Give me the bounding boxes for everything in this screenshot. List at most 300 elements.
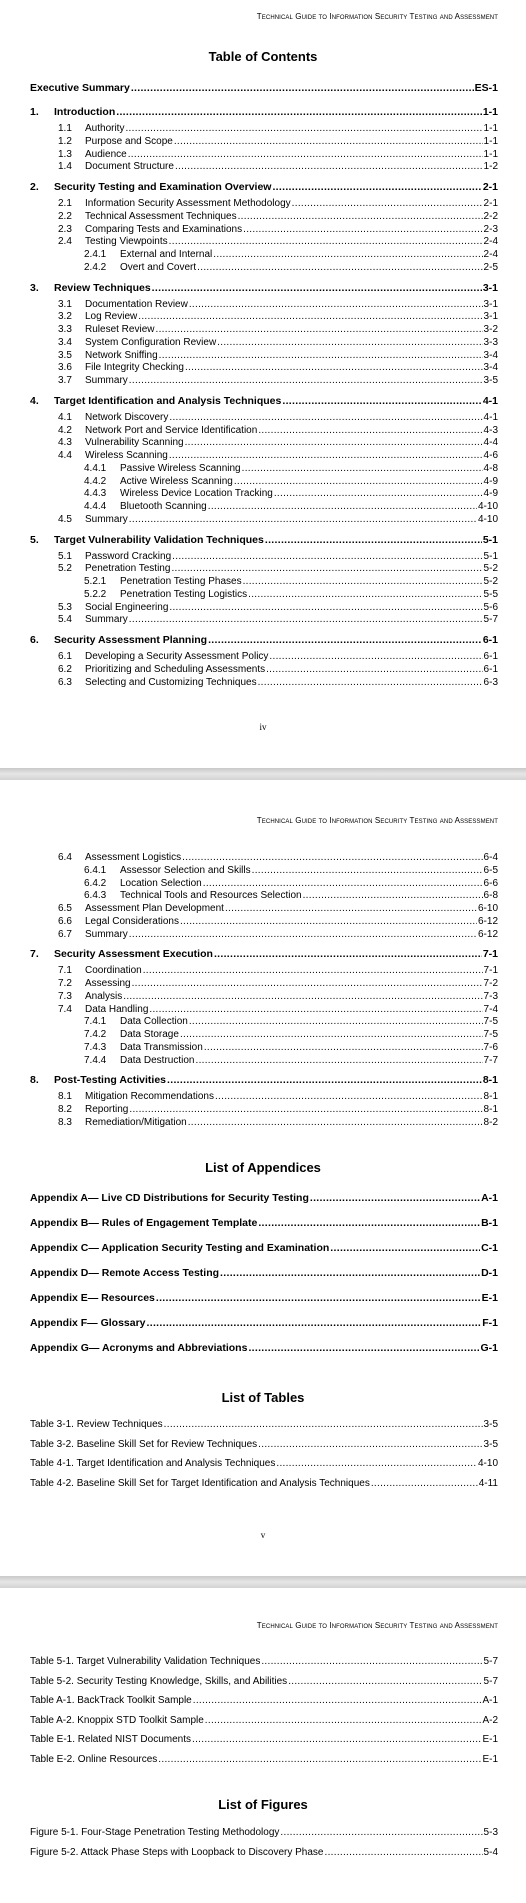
document-page-vi: [0, 1588, 526, 1903]
table-entry: [30, 1439, 498, 1451]
toc-entry-page: 6-1: [483, 663, 498, 675]
toc-entry-page: 5-1: [483, 550, 498, 562]
toc-entry: [58, 929, 498, 941]
toc-entry-number: 2.2: [58, 210, 72, 222]
dot-leader: [169, 236, 483, 248]
toc-entry-page: 5-6: [483, 601, 498, 613]
dot-leader: [129, 614, 483, 626]
toc-entry-number: 6.4.1: [84, 864, 107, 876]
appendix-entry-page: D-1: [481, 1267, 498, 1279]
table-entry-title: Table 4-2. Baseline Skill Set for Target Identification and Analysis Techniques: [30, 1477, 370, 1489]
toc-entry-number: 4.3: [58, 437, 72, 449]
toc-entry: [58, 1091, 498, 1103]
dot-leader: [129, 514, 477, 526]
dot-leader: [147, 1317, 482, 1329]
toc-entry-number: 7.4.4: [84, 1054, 107, 1066]
dot-leader: [258, 425, 482, 437]
table-entry-title: Table 5-1. Target Vulnerability Validation Techniques: [30, 1656, 261, 1667]
dot-leader: [129, 375, 483, 387]
dot-leader: [242, 463, 483, 475]
table-entry: [30, 1734, 498, 1746]
figure-entry: [30, 1827, 498, 1839]
toc-entry: [84, 476, 498, 488]
table-entry-page: A-1: [482, 1695, 498, 1706]
toc-entry-number: 2.3: [58, 223, 72, 235]
appendix-entry: [30, 1342, 498, 1354]
toc-entry-title: Passive Wireless Scanning: [120, 462, 241, 474]
dot-leader: [159, 350, 483, 362]
toc-entry-title: File Integrity Checking: [85, 362, 184, 374]
appendix-entry-page: G-1: [480, 1342, 498, 1354]
dot-leader: [132, 978, 483, 990]
toc-entry-title: Coordination: [85, 965, 142, 977]
toc-entry-page: 4-9: [483, 488, 498, 500]
table-entry-page: 3-5: [483, 1438, 498, 1450]
dot-leader: [258, 1439, 482, 1451]
toc-entry: [84, 890, 498, 902]
toc-entry-number: 3.2: [58, 311, 72, 323]
toc-entry-page: 7-5: [483, 1016, 498, 1028]
table-entry-page: A-2: [482, 1714, 498, 1726]
dot-leader: [169, 412, 482, 424]
toc-entry-title: Bluetooth Scanning: [120, 501, 207, 512]
toc-entry: [30, 181, 498, 193]
dot-leader: [205, 1715, 482, 1727]
toc-entry-number: 4.4.4: [84, 501, 107, 512]
toc-entry-number: 6.2: [58, 663, 72, 675]
toc-entry: [58, 450, 498, 462]
toc-entry-title: Data Handling: [85, 1003, 149, 1015]
toc-entry-number: 7.4.2: [84, 1029, 107, 1040]
dot-leader: [129, 929, 477, 941]
toc-entry-page: 6-6: [483, 877, 498, 889]
toc-entry-page: 1-1: [482, 106, 498, 118]
toc-entry-title: Assessment Logistics: [85, 852, 182, 863]
toc-entry-page: 3-4: [483, 362, 498, 374]
appendix-entry-title: Appendix D— Remote Access Testing: [30, 1267, 220, 1279]
toc-entry-page: 4-6: [483, 450, 498, 461]
toc-entry-page: 6-8: [483, 890, 498, 902]
toc-entry: [84, 463, 498, 475]
dot-leader: [197, 262, 482, 274]
toc-entry-number: 3.1: [58, 298, 72, 310]
dot-leader: [185, 362, 483, 374]
toc-entry-number: 2.: [30, 181, 39, 193]
dot-leader: [188, 1117, 483, 1129]
toc-entry-number: 3.4: [58, 336, 72, 348]
toc-entry-title: Target Identification and Analysis Techniques: [54, 394, 282, 407]
toc-entry-page: 7-2: [483, 978, 498, 989]
toc-entry-number: 7.2: [58, 978, 72, 989]
toc-entry: [30, 82, 498, 94]
toc-entry-title: Network Port and Service Identification: [85, 424, 258, 436]
toc-entry-number: 4.4.2: [84, 475, 107, 487]
toc-entry-title: Overt and Covert: [120, 261, 197, 273]
document-page-iv: [0, 0, 526, 768]
toc-entry: [30, 948, 498, 960]
toc-entry-page: 6-12: [477, 928, 498, 940]
toc-entry-title: Data Collection: [120, 1016, 188, 1028]
toc-entry: [84, 1055, 498, 1067]
toc-entry: [58, 991, 498, 1003]
toc-entry: [58, 563, 498, 575]
toc-entry-page: 4-1: [483, 411, 498, 423]
appendix-entry-title: Appendix A— Live CD Distributions for Security Testing: [30, 1192, 309, 1204]
toc-entry-title: Wireless Device Location Tracking: [120, 488, 273, 500]
toc-entry-number: 6.4.3: [84, 890, 107, 902]
toc-entry-number: 1.2: [58, 135, 72, 147]
toc-entry-title: Technical Assessment Techniques: [85, 210, 237, 222]
table-entry-title: Table E-2. Online Resources: [30, 1753, 158, 1765]
toc-entry-number: 4.4.3: [84, 488, 107, 500]
table-entry-title: Table 3-2. Baseline Skill Set for Review Techniques: [30, 1438, 258, 1450]
toc-entry-title: Penetration Testing Logistics: [120, 588, 248, 600]
dot-leader: [125, 123, 482, 135]
appendix-entry-page: A-1: [481, 1192, 498, 1204]
dot-leader: [203, 878, 483, 890]
dot-leader: [192, 1734, 481, 1746]
toc-entry-page: 5-2: [483, 563, 498, 575]
toc-entry-number: 5.4: [58, 614, 72, 626]
toc-entry: [58, 1104, 498, 1116]
dot-leader: [325, 1847, 483, 1859]
dot-leader: [131, 82, 474, 94]
toc-entry-page: 7-1: [483, 965, 498, 977]
appendix-entry-title: Appendix B— Rules of Engagement Template: [30, 1217, 258, 1229]
toc-entry-title: Target Vulnerability Validation Techniques: [54, 533, 264, 546]
toc-entry-page: 2-1: [483, 198, 498, 209]
toc-entry-page: 4-10: [477, 501, 498, 512]
page-number: iv: [259, 722, 267, 732]
dot-leader: [234, 476, 483, 488]
dot-leader: [180, 916, 477, 928]
toc-entry-number: 6.3: [58, 676, 72, 688]
toc-entry: [58, 324, 498, 336]
appendix-entry-page: B-1: [481, 1217, 498, 1229]
toc-entry-number: 3.3: [58, 324, 72, 335]
toc-entry: [84, 1016, 498, 1028]
toc-entry-number: 4.4.1: [84, 462, 107, 474]
toc-entry-page: 6-5: [483, 864, 498, 876]
table-entry-page: 5-7: [483, 1656, 498, 1667]
toc-entry-page: 3-1: [483, 298, 498, 310]
toc-entry: [58, 149, 498, 161]
toc-entry-title: Selecting and Customizing Techniques: [85, 676, 257, 688]
table-entry-page: E-1: [482, 1753, 498, 1765]
appendix-entry-title: Appendix E— Resources: [30, 1292, 155, 1304]
toc-entry-title: Social Engineering: [85, 601, 169, 613]
toc-entry: [58, 1117, 498, 1129]
toc-entry-page: ES-1: [474, 82, 498, 94]
toc-entry: [58, 916, 498, 928]
toc-entry-title: Legal Considerations: [85, 915, 179, 927]
running-header: Technical Guide to Information Security Testing and Assessment: [256, 816, 498, 825]
toc-entry-page: 8-1: [482, 1074, 498, 1087]
toc-entry-page: 7-7: [483, 1054, 498, 1066]
toc-entry-number: 8.: [30, 1074, 39, 1087]
table-entry-page: E-1: [482, 1734, 498, 1745]
toc-entry-title: Summary: [85, 928, 128, 940]
toc-entry-number: 6.7: [58, 928, 72, 940]
dot-leader: [169, 450, 483, 462]
dot-leader: [123, 991, 482, 1003]
toc-entry-page: 3-4: [483, 349, 498, 361]
toc-entry-number: 5.1: [58, 550, 72, 562]
dot-leader: [169, 602, 482, 614]
dot-leader: [189, 1016, 483, 1028]
toc-entry-number: 6.4: [58, 852, 72, 863]
toc-entry-title: Document Structure: [85, 161, 174, 173]
table-entry: [30, 1478, 498, 1490]
toc-entry-number: 5.2.2: [84, 588, 107, 600]
dot-leader: [330, 1242, 480, 1254]
dot-leader: [167, 1074, 482, 1086]
toc-entry-page: 6-4: [483, 852, 498, 863]
table-entry-page: 3-5: [483, 1419, 498, 1430]
dot-leader: [158, 1754, 481, 1766]
running-header: Technical Guide to Information Security Testing and Assessment: [256, 1621, 498, 1630]
toc-entry-title: Vulnerability Scanning: [85, 437, 184, 449]
toc-entry: [58, 311, 498, 323]
dot-leader: [208, 501, 477, 513]
toc-entry-title: Assessing: [85, 978, 131, 989]
toc-entry: [84, 1042, 498, 1054]
toc-entry-page: 7-5: [483, 1029, 498, 1040]
toc-entry-title: Data Storage: [120, 1029, 179, 1040]
dot-leader: [243, 224, 482, 236]
toc-entry-page: 4-9: [483, 475, 498, 487]
dot-leader: [292, 198, 483, 210]
toc-entry-page: 8-2: [483, 1116, 498, 1128]
toc-entry-number: 4.5: [58, 513, 72, 525]
toc-entry-title: Wireless Scanning: [85, 450, 168, 461]
toc-entry: [58, 299, 498, 311]
toc-entry: [58, 224, 498, 236]
toc-entry: [58, 614, 498, 626]
toc-entry: [58, 1004, 498, 1016]
dot-leader: [172, 551, 482, 563]
toc-entry-number: 5.2.1: [84, 576, 107, 587]
toc-entry: [30, 282, 498, 294]
toc-entry-number: 8.1: [58, 1091, 72, 1103]
appendix-entry: [30, 1242, 498, 1254]
dot-leader: [266, 664, 482, 676]
toc-entry-title: Post-Testing Activities: [54, 1074, 167, 1087]
toc-entry: [58, 236, 498, 248]
toc-entry-title: Location Selection: [120, 877, 202, 889]
dot-leader: [174, 136, 483, 148]
toc-entry: [84, 589, 498, 601]
appendix-entry: [30, 1192, 498, 1204]
toc-entry-number: 7.4: [58, 1003, 72, 1015]
toc-entry-number: 5.3: [58, 601, 72, 613]
toc-entry: [30, 1074, 498, 1086]
toc-entry: [58, 412, 498, 424]
toc-entry-number: 2.4.2: [84, 261, 107, 273]
toc-entry-page: 3-1: [482, 281, 498, 294]
dot-leader: [195, 1055, 482, 1067]
dot-leader: [185, 437, 483, 449]
tables-title: List of Tables: [221, 1390, 305, 1405]
toc-entry-title: Network Sniffing: [85, 349, 158, 361]
appendix-entry-title: Appendix C— Application Security Testing and Examination: [30, 1242, 330, 1254]
appendix-entry-page: F-1: [482, 1317, 498, 1329]
table-entry-title: Table E-1. Related NIST Documents: [30, 1734, 192, 1745]
toc-entry-title: Password Cracking: [85, 550, 172, 562]
toc-entry-title: Penetration Testing: [85, 563, 171, 575]
table-entry-title: Table 3-1. Review Techniques: [30, 1419, 163, 1430]
figure-entry: [30, 1847, 498, 1859]
toc-entry-title: Documentation Review: [85, 298, 188, 310]
dot-leader: [156, 1292, 481, 1304]
dot-leader: [288, 1676, 482, 1688]
dot-leader: [213, 249, 482, 261]
toc-entry: [58, 664, 498, 676]
appendices-title: List of Appendices: [205, 1160, 321, 1175]
toc-entry-page: 6-1: [482, 634, 498, 646]
dot-leader: [164, 1419, 483, 1431]
table-entry-page: 4-11: [478, 1477, 498, 1489]
toc-entry-page: 7-6: [483, 1041, 498, 1053]
dot-leader: [248, 1342, 479, 1354]
table-entry: [30, 1458, 498, 1470]
toc-entry-title: Executive Summary: [30, 82, 130, 94]
toc-entry: [58, 136, 498, 148]
dot-leader: [143, 965, 483, 977]
toc-entry-page: 4-1: [482, 394, 498, 407]
toc-entry-title: Assessment Plan Development: [85, 903, 224, 914]
toc-entry-number: 6.5: [58, 903, 72, 914]
toc-entry-title: Summary: [85, 375, 128, 386]
dot-leader: [248, 589, 482, 601]
toc-entry-number: 3.: [30, 281, 39, 294]
toc-entry-title: Prioritizing and Scheduling Assessments: [85, 663, 266, 675]
dot-leader: [204, 1042, 483, 1054]
toc-entry-page: 4-3: [483, 424, 498, 436]
dot-leader: [149, 1004, 482, 1016]
dot-leader: [189, 299, 483, 311]
toc-entry-title: System Configuration Review: [85, 336, 217, 348]
toc-entry-number: 3.7: [58, 375, 72, 386]
toc-entry: [84, 1029, 498, 1041]
page-separator: [0, 768, 526, 780]
dot-leader: [272, 181, 481, 193]
toc-entry: [58, 362, 498, 374]
dot-leader: [225, 903, 477, 915]
toc-entry-number: 7.3: [58, 990, 72, 1002]
dot-leader: [208, 634, 482, 646]
page-separator: [0, 1576, 526, 1588]
toc-entry-number: 7.4.1: [84, 1016, 107, 1028]
toc-entry-page: 1-1: [483, 148, 498, 160]
dot-leader: [280, 1827, 482, 1839]
toc-entry-title: External and Internal: [120, 249, 213, 260]
toc-entry: [58, 350, 498, 362]
toc-entry-number: 6.: [30, 634, 39, 646]
toc-entry-number: 6.4.2: [84, 877, 107, 889]
toc-entry-page: 7-4: [483, 1003, 498, 1015]
dot-leader: [261, 1656, 482, 1668]
toc-entry: [58, 161, 498, 173]
appendix-entry-title: Appendix F— Glossary: [30, 1317, 146, 1329]
toc-entry-page: 3-2: [483, 324, 498, 335]
dot-leader: [128, 149, 483, 161]
dot-leader: [175, 161, 483, 173]
toc-entry-number: 1.3: [58, 148, 72, 160]
toc-entry-number: 4.1: [58, 411, 72, 423]
toc-entry-title: Purpose and Scope: [85, 135, 173, 147]
toc-entry: [84, 262, 498, 274]
toc-entry: [58, 602, 498, 614]
dot-leader: [171, 563, 482, 575]
toc-entry: [58, 903, 498, 915]
toc-entry-page: 5-2: [483, 576, 498, 587]
toc-entry-title: Security Assessment Planning: [54, 634, 208, 646]
toc-entry-page: 5-1: [482, 533, 498, 546]
toc-entry: [58, 211, 498, 223]
toc-entry-page: 6-3: [483, 676, 498, 688]
toc-entry: [58, 123, 498, 135]
figure-entry-title: Figure 5-1. Four-Stage Penetration Testing Methodology: [30, 1827, 280, 1838]
dot-leader: [116, 106, 482, 118]
table-entry-title: Table A-2. Knoppix STD Toolkit Sample: [30, 1714, 204, 1726]
toc-entry-number: 1.4: [58, 161, 72, 173]
toc-entry-page: 7-1: [482, 948, 498, 961]
appendix-entry-page: E-1: [481, 1292, 498, 1304]
toc-entry: [84, 249, 498, 261]
toc-entry: [58, 551, 498, 563]
toc-entry-number: 1.1: [58, 123, 72, 134]
toc-entry-title: Analysis: [85, 990, 123, 1002]
toc-entry-page: 3-5: [483, 375, 498, 386]
toc-entry: [58, 651, 498, 663]
toc-entry-page: 4-8: [483, 462, 498, 474]
toc-entry-number: 6.6: [58, 915, 72, 927]
toc-entry: [58, 337, 498, 349]
dot-leader: [138, 311, 482, 323]
toc-entry-page: 5-7: [483, 614, 498, 626]
toc-entry: [58, 425, 498, 437]
toc-entry-number: 5.: [30, 533, 39, 546]
dot-leader: [258, 1217, 480, 1229]
toc-entry-title: Penetration Testing Phases: [120, 576, 242, 587]
toc-entry-number: 3.5: [58, 349, 72, 361]
figures-title: List of Figures: [218, 1797, 308, 1812]
dot-leader: [220, 1267, 480, 1279]
toc-entry-number: 4.4: [58, 450, 72, 461]
toc-entry-title: Ruleset Review: [85, 324, 155, 335]
toc-entry: [58, 852, 498, 864]
toc-entry-page: 2-2: [483, 210, 498, 222]
dot-leader: [182, 852, 482, 864]
dot-leader: [152, 282, 482, 294]
toc-entry: [58, 677, 498, 689]
toc-entry-title: Authority: [85, 123, 125, 134]
toc-entry-title: Security Testing and Examination Overview: [54, 181, 272, 193]
dot-leader: [180, 1029, 483, 1041]
toc-entry-number: 6.1: [58, 651, 72, 662]
table-entry-page: 5-7: [483, 1675, 498, 1687]
toc-entry-page: 6-1: [483, 651, 498, 662]
table-entry-page: 4-10: [477, 1458, 498, 1469]
toc-entry: [58, 514, 498, 526]
dot-leader: [238, 211, 483, 223]
dot-leader: [276, 1458, 477, 1470]
toc-entry: [84, 576, 498, 588]
toc-entry: [84, 865, 498, 877]
toc-entry: [30, 534, 498, 546]
toc-entry-page: 3-1: [483, 311, 498, 323]
